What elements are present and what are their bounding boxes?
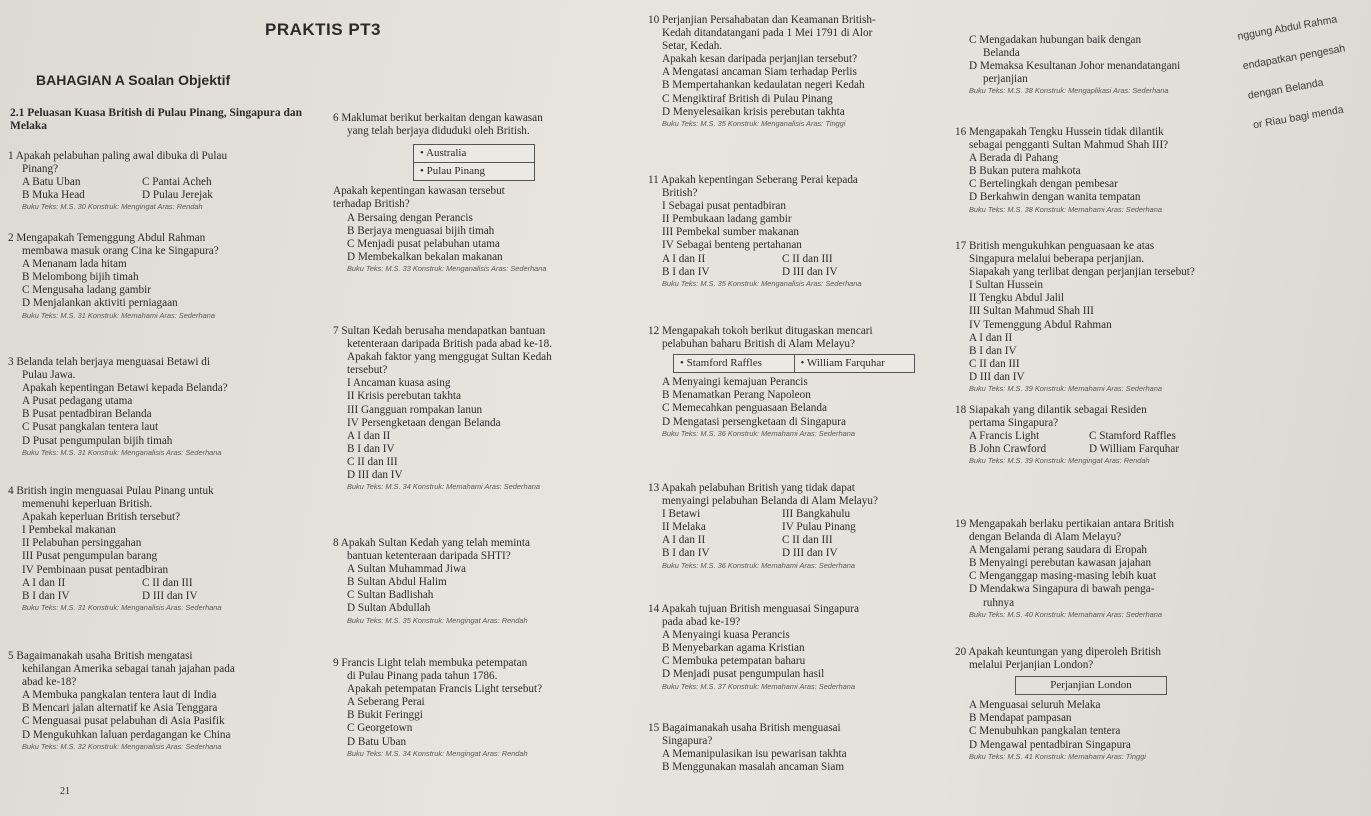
question-tag: Buku Teks: M.S. 33 Konstruk: Menganalisis Aras: Sederhana [347,263,547,273]
question-17 [955,240,1225,394]
statement-item: II Krisis perebutan takhta [347,390,462,403]
statement-item: IV Pembinaan pusat pentadbiran [22,563,169,576]
option-c[interactable]: C Mengadakan hubungan baik dengan [969,34,1142,46]
option-d[interactable]: D Mengukuhkan laluan perdagangan ke China [22,728,231,741]
option-d-continued: ruhnya [983,596,1015,609]
option-b[interactable]: B Menyebarkan agama Kristian [662,642,805,655]
margin-notes [1235,0,1371,140]
question-stem: 3 Belanda telah berjaya menguasai Betawi di [8,356,210,368]
info-item: • Australia [420,147,467,160]
option-row [955,430,1225,443]
question-stem: kehilangan Amerika sebagai tanah jajahan pada [22,663,235,676]
option-b[interactable]: B Bukit Feringgi [347,709,423,722]
option-b[interactable]: B Menggunakan masalah ancaman Siam [662,761,845,774]
option-d[interactable]: D Pulau Jerejak [142,189,213,202]
question-18 [955,404,1225,466]
question-4 [8,485,308,613]
option-c[interactable]: C Menguasai pusat pelabuhan di Asia Pasifik [22,715,225,728]
question-stem: 8 Apakah Sultan Kedah yang telah meminta [333,537,530,549]
question-stem: Apakah petempatan Francis Light tersebut? [347,683,543,696]
question-stem: Setar, Kedah. [662,40,723,53]
option-d[interactable]: D Pusat pengumpulan bijih timah [22,434,173,447]
option-a[interactable]: A Menguasai seluruh Melaka [969,699,1101,712]
statement-item: III Bangkahulu [782,508,851,521]
question-tag: Buku Teks: M.S. 41 Konstruk: Memahami Aras: Tinggi [969,751,1146,761]
question-stem: Kedah ditandatangani pada 1 Mei 1791 di Alor [662,27,873,40]
question-2 [8,232,308,321]
option-row [8,577,308,590]
statement-item: III Sultan Mahmud Shah III [969,305,1094,318]
question-stem: Singapura? [662,735,713,748]
option-a[interactable]: A I dan II [662,252,706,265]
option-c[interactable]: C Mengiktiraf British di Pulau Pinang [662,92,833,105]
question-15 [648,722,948,774]
question-stem: 17 British mengukuhkan penguasaan ke atas [955,240,1155,252]
margin-note: dengan Belanda [1246,76,1325,102]
statement-item: II Melaka [662,521,706,534]
question-tag: Buku Teks: M.S. 30 Konstruk: Mengingat Aras: Rendah [22,202,203,212]
margin-note: endapatkan pengesah [1241,42,1347,73]
page-number: 21 [60,786,70,797]
statement-item: IV Pulau Pinang [782,521,856,534]
question-12 [648,325,948,439]
statement-item: IV Sebagai benteng pertahanan [662,239,802,252]
question-stem: British? [662,187,698,200]
option-d[interactable]: D III dan IV [782,547,838,560]
option-b[interactable]: B Pusat pentadbiran Belanda [22,408,152,421]
option-d-continued: perjanjian [983,73,1028,86]
option-c[interactable]: C Mengusaha ladang gambir [22,284,151,297]
option-a[interactable]: A Menyaingi kuasa Perancis [662,629,790,642]
option-b[interactable]: B I dan IV [662,547,710,560]
option-c[interactable]: C Pantai Acheh [142,176,212,189]
info-box: Perjanjian London [1015,676,1167,695]
option-d[interactable]: D Menjadi pusat pengumpulan hasil [662,668,825,681]
question-6 [333,112,633,274]
statement-item: III Pembekal sumber makanan [662,226,799,239]
option-a[interactable]: A Menanam lada hitam [22,258,127,271]
question-10 [648,14,948,129]
question-tag: Buku Teks: M.S. 34 Konstruk: Memahami Aras: Sederhana [347,482,540,492]
question-7 [333,325,633,492]
statement-item: IV Temenggung Abdul Rahman [969,318,1112,331]
statement-item: II Tengku Abdul Jalil [969,292,1065,305]
option-d[interactable]: D Mengatasi persengketaan di Singapura [662,415,846,428]
question-stem: pelabuhan baharu British di Alam Melayu? [662,338,855,351]
question-tag: Buku Teks: M.S. 32 Konstruk: Menganalisis Aras: Sederhana [22,741,222,751]
section-title: BAHAGIAN A Soalan Objektif [36,72,231,88]
statement-item: I Sultan Hussein [969,279,1043,292]
question-tag: Buku Teks: M.S. 31 Konstruk: Memahami Aras: Sederhana [22,310,215,320]
question-stem: 4 British ingin menguasai Pulau Pinang untuk [8,485,214,497]
option-a[interactable]: A Batu Uban [22,176,81,189]
question-tag: Buku Teks: M.S. 40 Konstruk: Memahami Aras: Sederhana [969,609,1162,619]
option-c[interactable]: C II dan III [782,534,833,547]
question-stem: 15 Bagaimanakah usaha British menguasai [648,722,841,734]
option-b[interactable]: B Menamatkan Perang Napoleon [662,389,811,402]
option-d[interactable]: D III dan IV [142,589,198,602]
option-b[interactable]: B Sultan Abdul Halim [347,576,447,589]
question-stem: 6 Maklumat berikut berkaitan dengan kawasan [333,112,543,124]
option-d[interactable]: D Mendakwa Singapura di bawah penga- [969,583,1155,596]
option-c[interactable]: C II dan III [782,252,833,265]
option-row [648,547,948,560]
question-stem: Apakah kesan daripada perjanjian tersebut? [662,53,858,66]
option-d[interactable]: D Menyelesaikan krisis perebutan takhta [662,105,845,118]
question-tag: Buku Teks: M.S. 39 Konstruk: Memahami Aras: Sederhana [969,384,1162,394]
question-stem: 12 Mengapakah tokoh berikut ditugaskan mencari [648,325,873,337]
question-tag: Buku Teks: M.S. 35 Konstruk: Menganalisis Aras: Sederhana [662,278,862,288]
question-stem: Apakah kepentingan Betawi kepada Belanda? [22,382,228,395]
option-c[interactable]: C Menganggap masing-masing lebih kuat [969,570,1157,583]
option-a[interactable]: A Menyaingi kemajuan Perancis [662,376,808,389]
question-stem: yang telah berjaya diduduki oleh British. [347,125,530,138]
statement-item: I Ancaman kuasa asing [347,377,451,390]
option-a[interactable]: A Bersaing dengan Perancis [347,211,473,224]
info-item: • Stamford Raffles [680,357,762,370]
option-d[interactable]: D Sultan Abdullah [347,602,431,615]
option-a[interactable]: A Pusat pedagang utama [22,395,133,408]
question-stem: di Pulau Pinang pada tahun 1786. [347,670,498,683]
option-c[interactable]: C Menubuhkan pangkalan tentera [969,725,1121,738]
question-stem: 20 Apakah keuntungan yang diperoleh British [955,646,1161,658]
option-c[interactable]: C Pusat pangkalan tentera laut [22,421,159,434]
question-stem: pada abad ke-19? [662,616,741,629]
option-b[interactable]: B Mempertahankan kedaulatan negeri Kedah [662,79,865,92]
question-stem: 10 Perjanjian Persahabatan dan Keamanan British- [648,14,876,26]
option-row [8,176,308,189]
question-tag: Buku Teks: M.S. 31 Konstruk: Menganalisis Aras: Sederhana [22,447,222,457]
question-stem: menyaingi pelabuhan Belanda di Alam Melayu? [662,495,878,508]
question-stem: 5 Bagaimanakah usaha British mengatasi [8,650,193,662]
question-stem: 11 Apakah kepentingan Seberang Perai kepada [648,174,858,186]
option-b[interactable]: B Mencari jalan alternatif ke Asia Tenggara [22,702,218,715]
option-a[interactable]: A Memanipulasikan isu pewarisan takhta [662,748,847,761]
option-a[interactable]: A I dan II [969,331,1013,344]
question-20 [955,646,1225,762]
question-stem: Apakah kepentingan kawasan tersebut [333,185,505,198]
statement-item: II Pembukaan ladang gambir [662,213,792,226]
question-stem: pertama Singapura? [969,417,1059,430]
option-row [955,443,1225,456]
question-tag: Buku Teks: M.S. 37 Konstruk: Memahami Aras: Sederhana [662,681,855,691]
margin-note: nggung Abdul Rahma [1236,13,1339,43]
option-row [648,253,948,266]
question-tag: Buku Teks: M.S. 31 Konstruk: Menganalisis Aras: Sederhana [22,602,222,612]
question-stem: ketenteraan daripada British pada abad ke-18. [347,338,553,351]
option-c[interactable]: C Bertelingkah dengan pembesar [969,178,1118,191]
option-b[interactable]: B Muka Head [22,189,85,202]
option-c[interactable]: C Georgetown [347,722,413,735]
option-c[interactable]: C Menjadi pusat pelabuhan utama [347,237,500,250]
question-tag: Buku Teks: M.S. 35 Konstruk: Mengingat Aras: Rendah [347,615,528,625]
statement-item: I Pembekal makanan [22,524,116,537]
option-a[interactable]: A Mengalami perang saudara di Eropah [969,544,1148,557]
option-d[interactable]: D III dan IV [969,370,1025,383]
info-item: • William Farquhar [794,355,915,372]
option-c[interactable]: C Sultan Badlishah [347,589,434,602]
question-13 [648,482,948,571]
question-1 [8,150,308,212]
question-stem: 19 Mengapakah berlaku pertikaian antara British [955,518,1175,530]
info-box [413,144,535,181]
question-stem: abad ke-18? [22,676,77,689]
option-a[interactable]: A Seberang Perai [347,696,425,709]
question-stem: bantuan ketenteraan daripada SHTI? [347,550,511,563]
question-stem: memenuhi keperluan British. [22,498,153,511]
option-c[interactable]: C II dan III [142,576,193,589]
question-3 [8,356,308,458]
option-row [8,189,308,202]
statement-row [648,521,948,534]
option-a[interactable]: A Sultan Muhammad Jiwa [347,563,467,576]
question-14 [648,603,948,692]
question-stem: 18 Siapakah yang dilantik sebagai Residen [955,404,1147,416]
option-b[interactable]: B I dan IV [22,589,70,602]
question-15-continued [955,34,1225,96]
statement-item: IV Persengketaan dengan Belanda [347,416,501,429]
option-a[interactable]: A Membuka pangkalan tentera laut di India [22,689,217,702]
question-stem: tersebut? [347,364,388,377]
question-tag: Buku Teks: M.S. 38 Konstruk: Mengaplikasi Aras: Sederhana [969,86,1169,96]
option-b[interactable]: B I dan IV [969,344,1017,357]
question-stem: dengan Belanda di Alam Melayu? [969,531,1122,544]
option-a[interactable]: A Berada di Pahang [969,152,1059,165]
question-stem: sebagai pengganti Sultan Mahmud Shah III? [969,139,1169,152]
info-box [673,354,915,373]
question-stem: melalui Perjanjian London? [969,659,1094,672]
option-d[interactable]: D III dan IV [347,469,403,482]
option-a[interactable]: A I dan II [22,576,66,589]
question-9 [333,657,633,759]
question-stem: Singapura melalui beberapa perjanjian. [969,253,1145,266]
option-c[interactable]: C Membuka petempatan baharu [662,655,806,668]
option-b[interactable]: B John Crawford [969,443,1047,456]
option-c[interactable]: C Stamford Raffles [1089,430,1176,443]
option-c[interactable]: C II dan III [969,357,1020,370]
question-stem: Siapakah yang terlibat dengan perjanjian tersebut? [969,266,1195,279]
margin-note: or Riau bagi menda [1252,103,1345,132]
option-a[interactable]: A I dan II [347,429,391,442]
question-stem: Pinang? [22,163,59,176]
statement-item: II Pelabuhan persinggahan [22,537,142,550]
option-row [648,534,948,547]
option-d[interactable]: D William Farquhar [1089,443,1180,456]
option-a[interactable]: A Mengatasi ancaman Siam terhadap Perlis [662,66,857,79]
question-stem: 13 Apakah pelabuhan British yang tidak dapat [648,482,855,494]
option-a[interactable]: A Francis Light [969,430,1040,443]
question-stem: terhadap British? [333,198,410,211]
option-row [648,266,948,279]
option-b[interactable]: B Melombong bijih timah [22,271,139,284]
option-b[interactable]: B Menyaingi perebutan kawasan jajahan [969,557,1152,570]
question-stem: 16 Mengapakah Tengku Hussein tidak dilantik [955,126,1164,138]
option-b[interactable]: B Bukan putera mahkota [969,165,1081,178]
question-stem: 7 Sultan Kedah berusaha mendapatkan bantuan [333,325,546,337]
option-c[interactable]: C Memecahkan penguasaan Belanda [662,402,827,415]
question-tag: Buku Teks: M.S. 36 Konstruk: Memahami Aras: Sederhana [662,428,855,438]
question-stem: membawa masuk orang Cina ke Singapura? [22,245,219,258]
option-d[interactable]: D Memaksa Kesultanan Johor menandatangani [969,60,1181,73]
question-16 [955,126,1225,215]
question-8 [333,537,633,626]
question-19 [955,518,1225,620]
option-d[interactable]: D Berkahwin dengan wanita tempatan [969,191,1141,204]
question-tag: Buku Teks: M.S. 34 Konstruk: Mengingat Aras: Rendah [347,748,528,758]
option-d[interactable]: D Mengawal pentadbiran Singapura [969,738,1131,751]
statement-item: III Gangguan rompakan lanun [347,403,483,416]
option-row [8,590,308,603]
option-b[interactable]: B Mendapat pampasan [969,712,1072,725]
topic-heading: 2.1 Peluasan Kuasa British di Pulau Pinang, Singapura dan Melaka [10,107,303,132]
statement-item: I Betawi [662,508,701,521]
question-stem: Apakah keperluan British tersebut? [22,511,181,524]
option-c[interactable]: C II dan III [347,455,398,468]
question-11 [648,174,948,289]
statement-item: III Pusat pengumpulan barang [22,550,158,563]
question-tag: Buku Teks: M.S. 39 Konstruk: Mengingat Aras: Rendah [969,456,1150,466]
question-5 [8,650,308,752]
option-b[interactable]: B I dan IV [662,265,710,278]
question-stem: 2 Mengapakah Temenggung Abdul Rahman [8,232,206,244]
option-a[interactable]: A I dan II [662,534,706,547]
question-tag: Buku Teks: M.S. 35 Konstruk: Menganalisis Aras: Tinggi [662,118,846,128]
option-d[interactable]: D III dan IV [782,265,838,278]
page-title: PRAKTIS PT3 [265,20,382,39]
question-stem: 1 Apakah pelabuhan paling awal dibuka di Pulau [8,150,228,162]
option-b[interactable]: B I dan IV [347,442,395,455]
option-c-continued: Belanda [983,47,1020,60]
question-stem: 9 Francis Light telah membuka petempatan [333,657,528,669]
option-d[interactable]: D Membekalkan bekalan makanan [347,250,503,263]
question-stem: Apakah faktor yang menggugat Sultan Kedah [347,351,552,364]
question-stem: 14 Apakah tujuan British menguasai Singapura [648,603,859,615]
option-d[interactable]: D Batu Uban [347,735,407,748]
statement-item: I Sebagai pusat pentadbiran [662,200,786,213]
question-stem: Pulau Jawa. [22,369,76,382]
option-b[interactable]: B Berjaya menguasai bijih timah [347,224,495,237]
question-tag: Buku Teks: M.S. 36 Konstruk: Memahami Aras: Sederhana [662,560,855,570]
option-d[interactable]: D Menjalankan aktiviti perniagaan [22,297,178,310]
question-tag: Buku Teks: M.S. 38 Konstruk: Memahami Aras: Sederhana [969,204,1162,214]
info-item: • Pulau Pinang [414,162,534,180]
statement-row [648,508,948,521]
